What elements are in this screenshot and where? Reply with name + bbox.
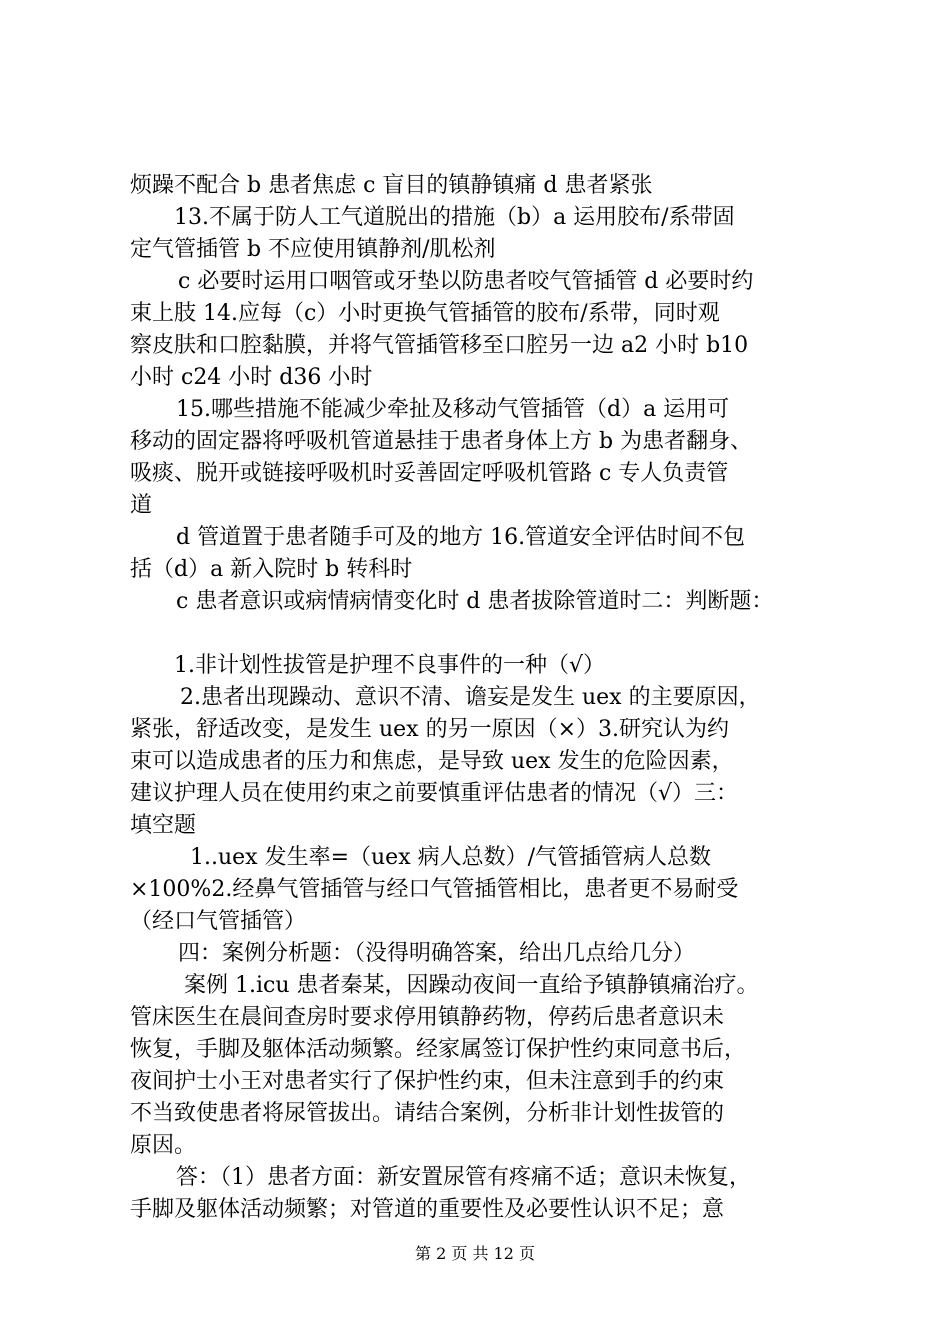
text-line: ×100%2.经鼻气管插管与经口气管插管相比，患者更不易耐受 [130, 877, 739, 902]
text-line: 紧张，舒适改变，是发生 uex 的另一原因（×）3.研究认为约 [130, 717, 730, 742]
text-line: 2.患者出现躁动、意识不清、谵妄是发生 uex 的主要原因， [180, 685, 761, 710]
text-line: 13.不属于防人工气道脱出的措施（b）a 运用胶布/系带固 [174, 205, 735, 230]
text-line: c 必要时运用口咽管或牙垫以防患者咬气管插管 d 必要时约 [178, 269, 754, 294]
text-line: 案例 1.icu 患者秦某，因躁动夜间一直给予镇静镇痛治疗。 [184, 973, 759, 998]
text-line: 答：（1）患者方面：新安置尿管有疼痛不适；意识未恢复， [176, 1165, 751, 1190]
text-line: 15.哪些措施不能减少牵扯及移动气管插管（d）a 运用可 [176, 397, 730, 422]
text-line: 1..uex 发生率=（uex 病人总数）/气管插管病人总数 [190, 845, 712, 870]
document-body [130, 170, 850, 1226]
text-line: 恢复，手脚及躯体活动频繁。经家属签订保护性约束同意书后， [130, 1037, 747, 1062]
text-line: 四：案例分析题：（没得明确答案，给出几点给几分） [178, 941, 696, 966]
text-line: 察皮肤和口腔黏膜，并将气管插管移至口腔另一边 a2 小时 b10 [130, 333, 749, 358]
text-line: 手脚及躯体活动频繁；对管道的重要性及必要性认识不足；意 [130, 1197, 725, 1222]
blank-line [130, 618, 850, 650]
text-line: 夜间护士小王对患者实行了保护性约束，但未注意到手的约束 [130, 1069, 725, 1094]
text-line: （经口气管插管） [130, 909, 307, 934]
text-line: d 管道置于患者随手可及的地方 16.管道安全评估时间不包 [176, 525, 746, 550]
text-line: 定气管插管 b 不应使用镇静剂/肌松剂 [130, 237, 496, 262]
text-line: 不当致使患者将尿管拔出。请结合案例，分析非计划性拔管的 [130, 1101, 725, 1126]
text-line: 填空题 [130, 813, 197, 838]
text-line: 束上肢 14.应每（c）小时更换气管插管的胶布/系带，同时观 [130, 301, 720, 326]
text-line: 吸痰、脱开或链接呼吸机时妥善固定呼吸机管路 c 专人负责管 [130, 461, 729, 486]
text-line: 烦躁不配合 b 患者焦虑 c 盲目的镇静镇痛 d 患者紧张 [130, 173, 653, 198]
text-line: 1.非计划性拔管是护理不良事件的一种（√） [174, 653, 606, 678]
text-line: 管床医生在晨间查房时要求停用镇静药物，停药后患者意识未 [130, 1005, 725, 1030]
text-line: 括（d）a 新入院时 b 转科时 [130, 557, 413, 582]
text-line: 建议护理人员在使用约束之前要慎重评估患者的情况（√）三： [130, 781, 739, 806]
text-line: 原因。 [130, 1133, 197, 1158]
text-line: 道 [130, 493, 153, 518]
text-line: c 患者意识或病情病情变化时 d 患者拔除管道时二：判断题： [176, 589, 774, 614]
page-footer: 第 2 页 共 12 页 [415, 1244, 535, 1263]
text-line: 束可以造成患者的压力和焦虑，是导致 uex 发生的危险因素， [130, 749, 734, 774]
text-line: 小时 c24 小时 d36 小时 [130, 365, 373, 390]
text-line: 移动的固定器将呼吸机管道悬挂于患者身体上方 b 为患者翻身、 [130, 429, 753, 454]
